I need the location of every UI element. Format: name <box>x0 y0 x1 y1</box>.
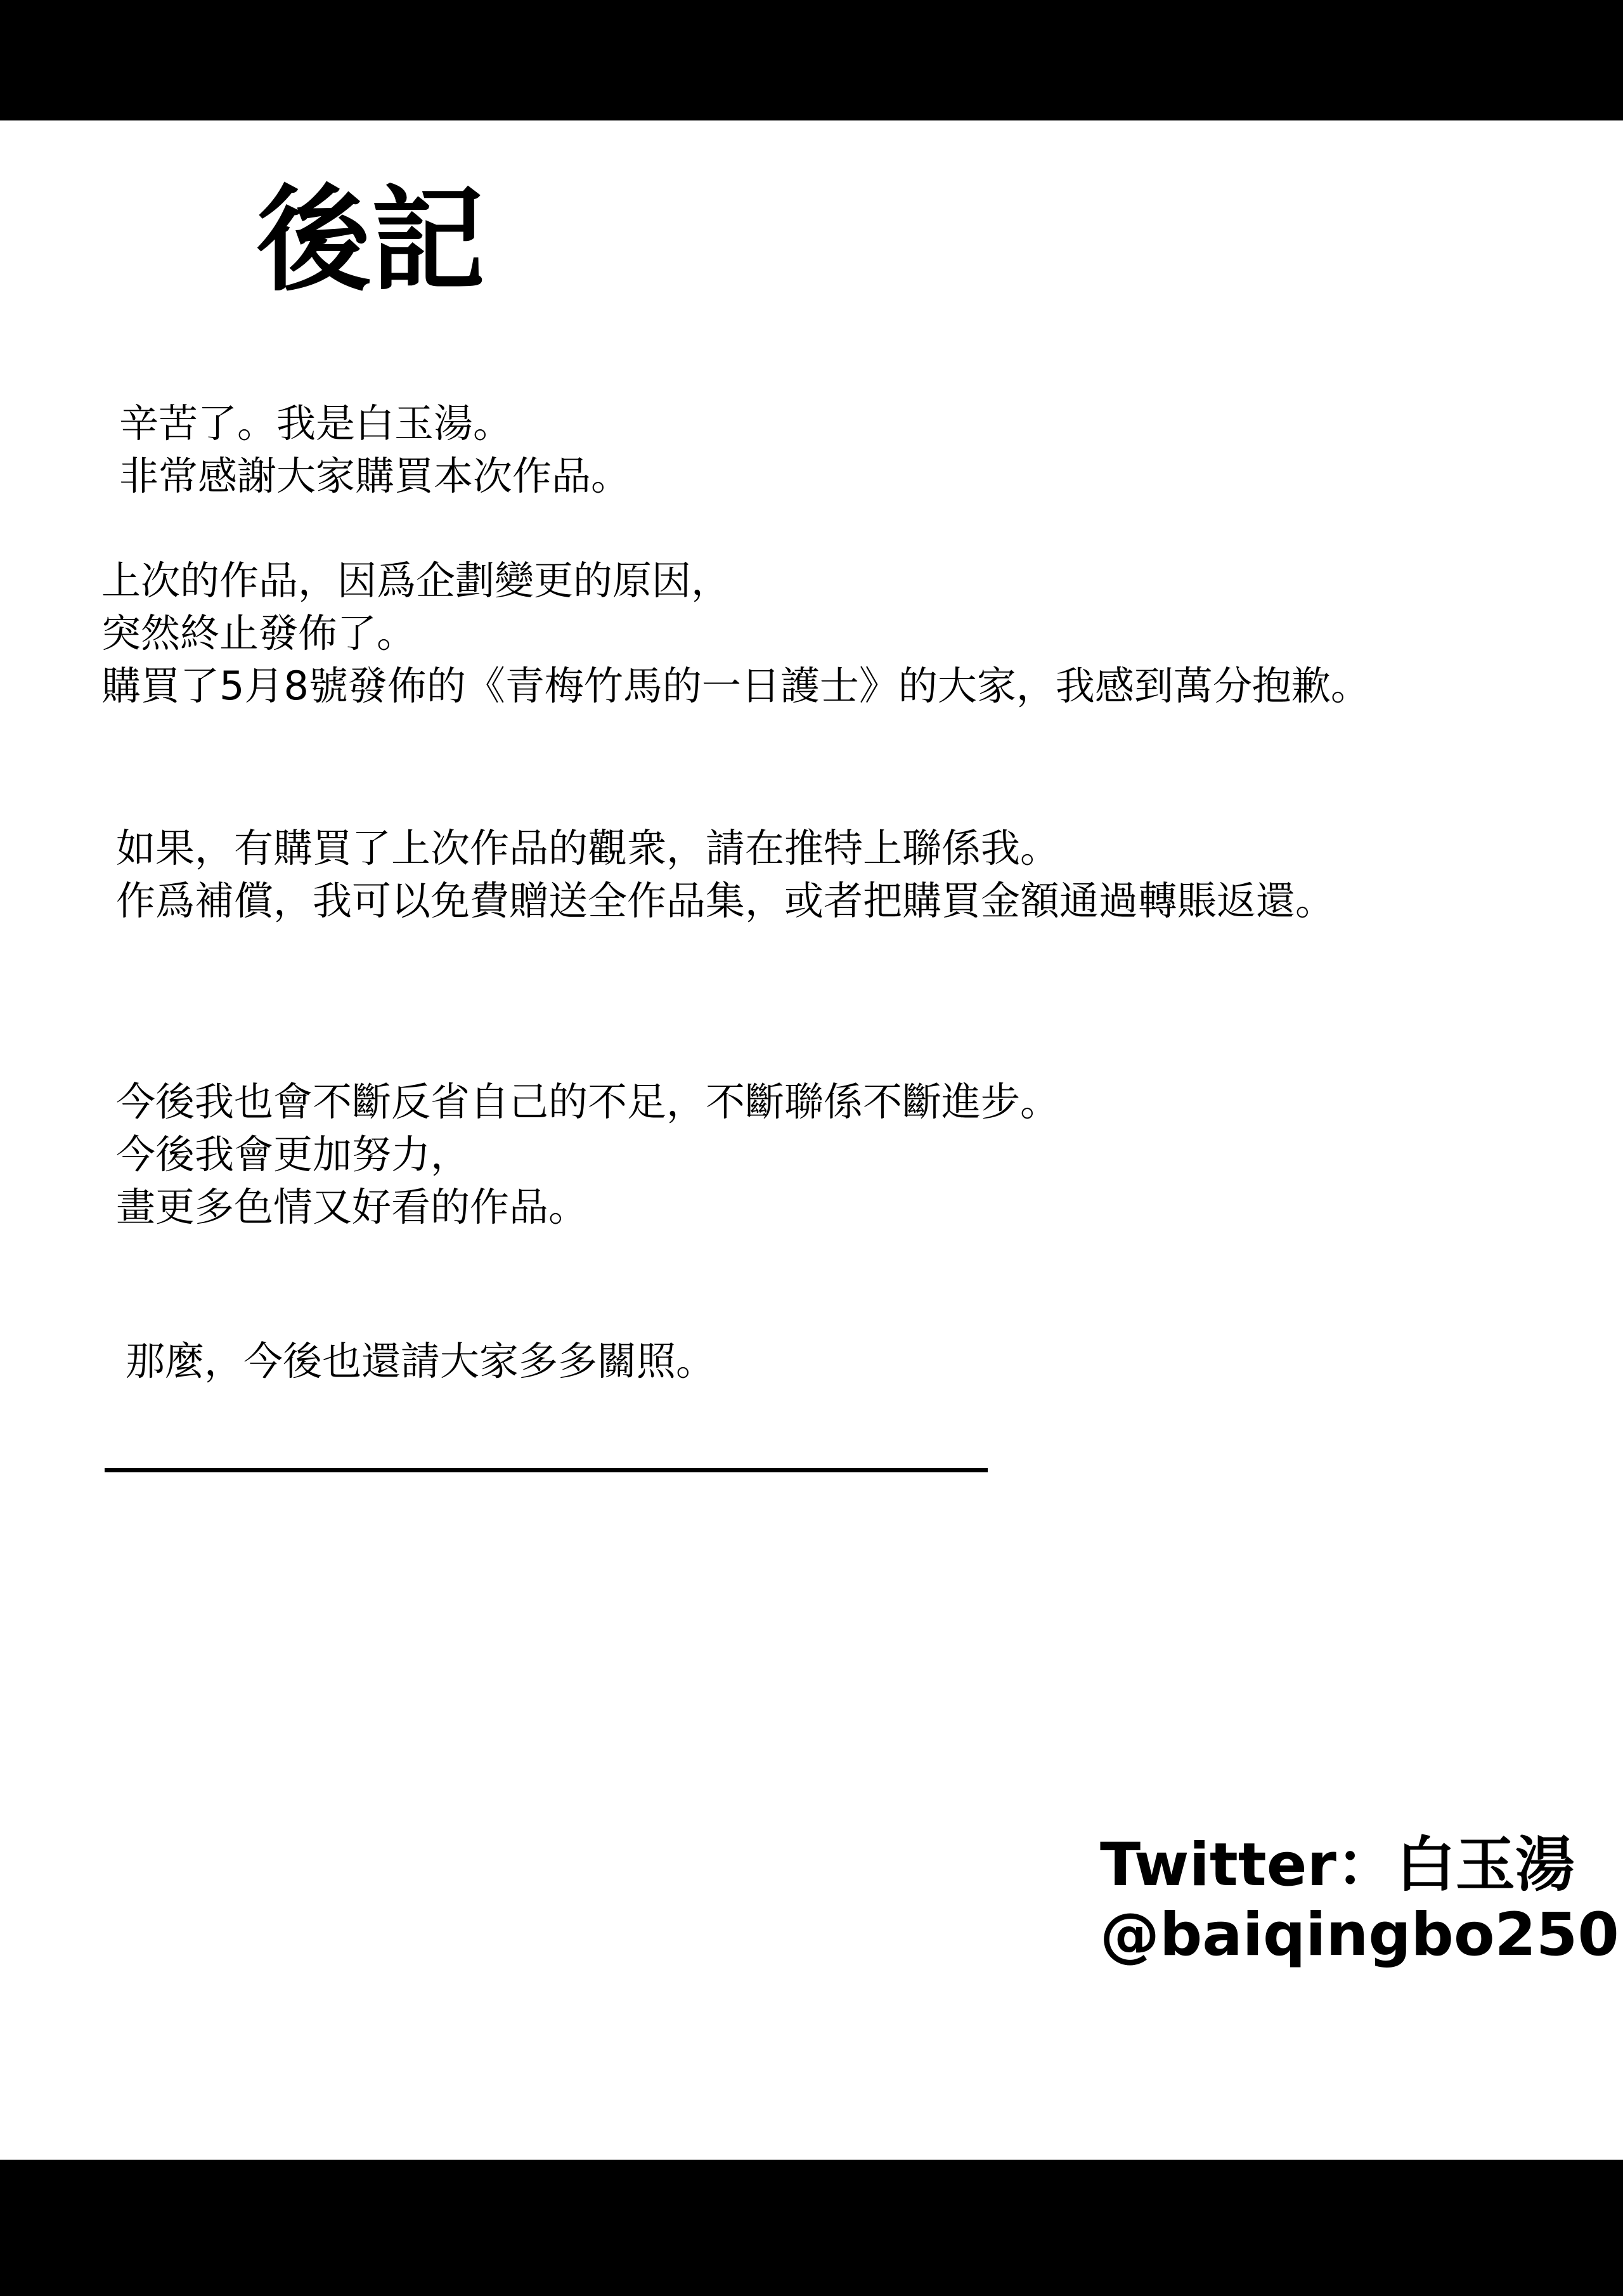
text-line: 非常感謝大家購買本次作品。 <box>119 453 631 499</box>
text-line: 今後我會更加努力， <box>116 1131 470 1177</box>
bottom-black-bar <box>0 2160 1623 2296</box>
paragraph-compensation <box>116 822 1335 927</box>
text-line: 畫更多色情又好看的作品。 <box>116 1184 588 1230</box>
paragraph-greeting <box>119 397 630 502</box>
text-line: 上次的作品，因爲企劃變更的原因， <box>101 557 731 604</box>
text-line: 那麼，今後也還請大家多多關照。 <box>126 1338 716 1384</box>
twitter-label: Twitter：白玉湯 <box>1100 1831 1575 1900</box>
page-title: 後記 <box>257 174 486 307</box>
paragraph-apology <box>101 554 1370 712</box>
text-line: 突然終止發佈了。 <box>101 610 417 656</box>
text-line: 作爲補償，我可以免費贈送全作品集，或者把購買金額通過轉賬返還。 <box>116 878 1335 924</box>
text-line: 今後我也會不斷反省自己的不足，不斷聯係不斷進步。 <box>116 1079 1060 1125</box>
text-line: 如果，有購買了上次作品的觀衆，請在推特上聯係我。 <box>116 825 1060 871</box>
divider-line <box>105 1468 988 1472</box>
paragraph-future <box>116 1075 1059 1233</box>
contact-info <box>1100 1831 1619 1970</box>
paragraph-closing <box>126 1335 715 1387</box>
twitter-handle: @baiqingbo250 <box>1100 1900 1619 1969</box>
text-line: 購買了5月8號發佈的《青梅竹馬的一日護士》的大家，我感到萬分抱歉。 <box>101 663 1370 709</box>
top-black-bar <box>0 0 1623 120</box>
text-line: 辛苦了。我是白玉湯。 <box>119 400 513 446</box>
